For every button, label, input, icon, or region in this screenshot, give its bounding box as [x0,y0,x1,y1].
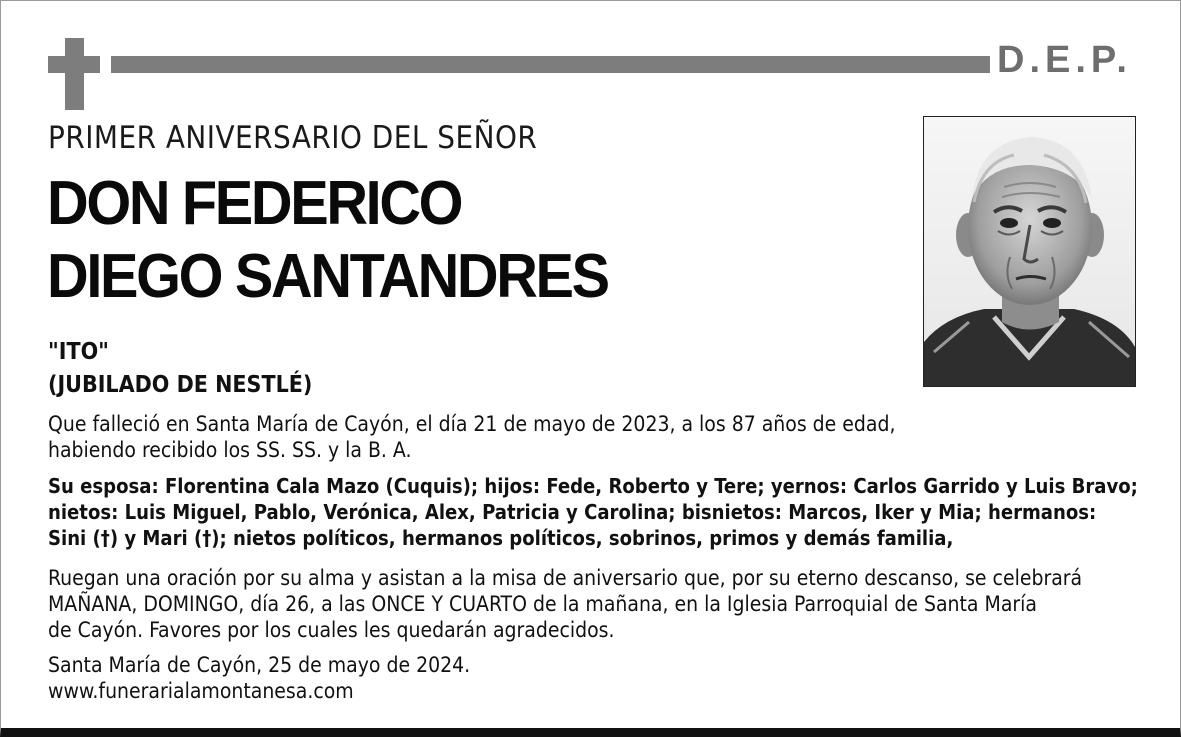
dep-label: D.E.P. [997,39,1132,81]
text-line: Que falleció en Santa María de Cayón, el día 21 de mayo de 2023, a los 87 años de edad, [48,412,896,436]
text-line: nietos: Luis Miguel, Pablo, Verónica, Alex, Patricia y Carolina; bisnietos: Marcos, Iker y Mia; hermanos: [48,500,1097,524]
deceased-name-line-2: DIEGO SANTANDRES [47,242,608,311]
website-link[interactable]: www.funerarialamontanesa.com [48,679,354,703]
cross-vertical-bar [65,38,84,110]
text-line: habiendo recibido los SS. SS. y la B. A. [48,438,412,462]
mass-paragraph [48,565,1082,643]
family-paragraph [48,473,1138,551]
text-line: MAÑANA, DOMINGO, día 26, a las ONCE Y CUARTO de la mañana, en la Iglesia Parroquial de Santa María [48,592,1037,616]
deceased-name [47,167,650,313]
text-line: de Cayón. Favores por los cuales les quedarán agradecidos. [48,618,615,642]
place-date: Santa María de Cayón, 25 de mayo de 2024. [48,653,471,677]
deceased-name-line-1: DON FEDERICO [47,169,462,238]
closing-block [48,652,470,704]
portrait-illustration [924,117,1135,386]
death-paragraph [48,411,896,463]
alias-block [48,336,312,402]
notice-kicker: PRIMER ANIVERSARIO DEL SEÑOR [48,120,538,156]
header-rule [111,56,990,73]
portrait-photo [923,116,1136,387]
cross-horizontal-bar [48,56,100,73]
nickname: "ITO" [48,339,109,365]
text-line: Ruegan una oración por su alma y asistan a la misa de aniversario que, por su eterno descanso, se celebrará [48,566,1083,590]
occupation: (JUBILADO DE NESTLÉ) [48,372,313,398]
text-line: Su esposa: Florentina Cala Mazo (Cuquis); hijos: Fede, Roberto y Tere; yernos: Carlos Garrido y Luis Bravo; [48,474,1138,498]
text-line: Sini (†) y Mari (†); nietos políticos, hermanos políticos, sobrinos, primos y demás familia, [48,526,954,550]
